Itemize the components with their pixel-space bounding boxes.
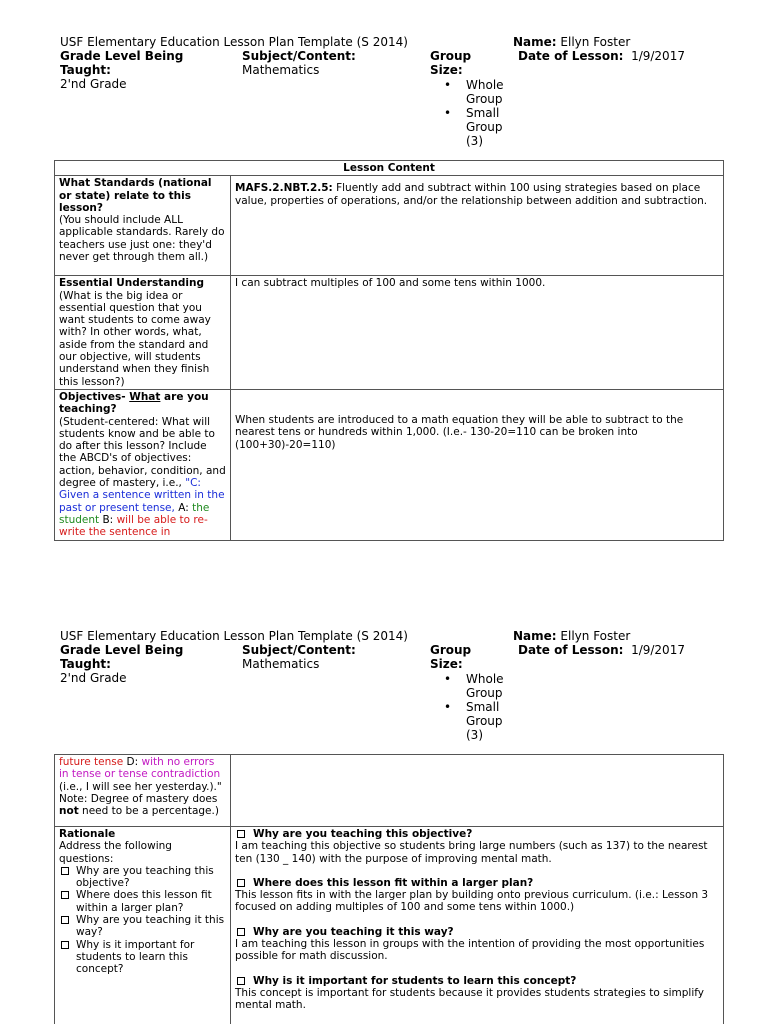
table-row [55, 176, 724, 276]
objectives-label: Objectives- What are you teaching? (Student-centered: What will students know and be able to do after this lesson? Include the ABCD's of objectives: action, behavior, condition, and degree of mastery, i.e., "C: Given a sentence written in the past or present tense, A: the student B: will be able to re-write the sentence in [55, 389, 231, 540]
group-option: • Whole Group [444, 78, 514, 106]
teacher-name: Name: Ellyn Foster [513, 629, 631, 643]
objectives-continued-answer [231, 755, 724, 827]
essential-answer: I can subtract multiples of 100 and some tens within 1000. [231, 276, 724, 390]
rationale-heading: Where does this lesson fit within a larger plan? [235, 877, 719, 889]
group-option: • Small Group (3) [444, 700, 514, 742]
subject-content: Subject/Content: Mathematics [242, 643, 356, 671]
rationale-question: Why are you teaching it this way? [59, 914, 226, 939]
checkbox-icon [61, 941, 69, 949]
rationale-answer: This lesson fits in with the larger plan by building onto previous curriculum. (i.e.: Lesson 3 focused on adding multiples of 100 and some tens within 1000.) [235, 889, 709, 914]
objectives-continued: future tense D: with no errors in tense or tense contradiction (i.e., I will see her yesterday.)." Note: Degree of mastery does not need to be a percentage.) [55, 755, 231, 827]
subject-content: Subject/Content: Mathematics [242, 49, 356, 77]
rationale-question: Where does this lesson fit within a larger plan? [59, 889, 226, 914]
rationale-answer: I am teaching this objective so students bring large numbers (such as 137) to the nearest ten (130 _ 140) with the purpose of improving mental math. [235, 840, 708, 865]
rationale-answer: I am teaching this lesson in groups with the intention of providing the most opportunities possible for math discussion. [235, 938, 705, 963]
table-row [55, 276, 724, 390]
grade-level: Grade Level Being Taught: 2'nd Grade [60, 49, 184, 91]
teacher-name: Name: Ellyn Foster [513, 35, 631, 49]
rationale-heading: Why is it important for students to learn this concept? [235, 975, 719, 987]
group-size: Group Size: • Whole Group • Small Group (3) [430, 49, 490, 148]
checkbox-icon [237, 928, 245, 936]
standards-label: What Standards (national or state) relate to this lesson? (You should include ALL applicable standards. Rarely do teachers use just one: they'd never get through them all.) [55, 176, 231, 276]
group-option: • Small Group (3) [444, 106, 514, 148]
table-row [55, 389, 724, 540]
rationale-heading: Why are you teaching it this way? [235, 926, 719, 938]
group-size: Group Size: • Whole Group • Small Group (3) [430, 643, 490, 742]
standards-answer: MAFS.2.NBT.2.5: Fluently add and subtract within 100 using strategies based on place value, properties of operations, and/or the relationship between addition and subtraction. [231, 176, 724, 276]
checkbox-icon [61, 891, 69, 899]
lesson-date: Date of Lesson: 1/9/2017 [518, 643, 685, 657]
rationale-question: Why are you teaching this objective? [59, 865, 226, 890]
checkbox-icon [237, 830, 245, 838]
lesson-content-table-continued [54, 754, 724, 1024]
table-row [55, 827, 724, 1024]
rationale-answer: This concept is important for students because it provides students strategies to simplify mental math. [235, 986, 704, 1012]
template-title: USF Elementary Education Lesson Plan Template (S 2014) [60, 629, 408, 643]
rationale-question: Why is it important for students to learn this concept? [59, 939, 226, 976]
objectives-answer: When students are introduced to a math equation they will be able to subtract to the nearest tens or hundreds within 1,000. (I.e.- 130-20=110 can be broken into (100+30)-20=110) [231, 389, 724, 540]
grade-level: Grade Level Being Taught: 2'nd Grade [60, 643, 184, 685]
lesson-content-table [54, 160, 724, 541]
rationale-label: Rationale Address the following questions: Why are you teaching this objective? Where does this lesson fit within a larger plan? Why are you teaching it this way? Why is it important for students to learn this concept? [55, 827, 231, 1024]
essential-label: Essential Understanding (What is the big idea or essential question that you want students to come away with? In other words, what, aside from the standard and our objective, will students understand when they finish this lesson?) [55, 276, 231, 390]
table-heading: Lesson Content [55, 161, 724, 176]
rationale-answers [231, 827, 724, 1024]
checkbox-icon [61, 867, 69, 875]
lesson-date: Date of Lesson: 1/9/2017 [518, 49, 685, 63]
group-option: • Whole Group [444, 672, 514, 700]
checkbox-icon [237, 879, 245, 887]
table-row [55, 755, 724, 827]
checkbox-icon [237, 977, 245, 985]
rationale-heading: Why are you teaching this objective? [235, 828, 719, 840]
template-title: USF Elementary Education Lesson Plan Template (S 2014) [60, 35, 408, 49]
checkbox-icon [61, 916, 69, 924]
